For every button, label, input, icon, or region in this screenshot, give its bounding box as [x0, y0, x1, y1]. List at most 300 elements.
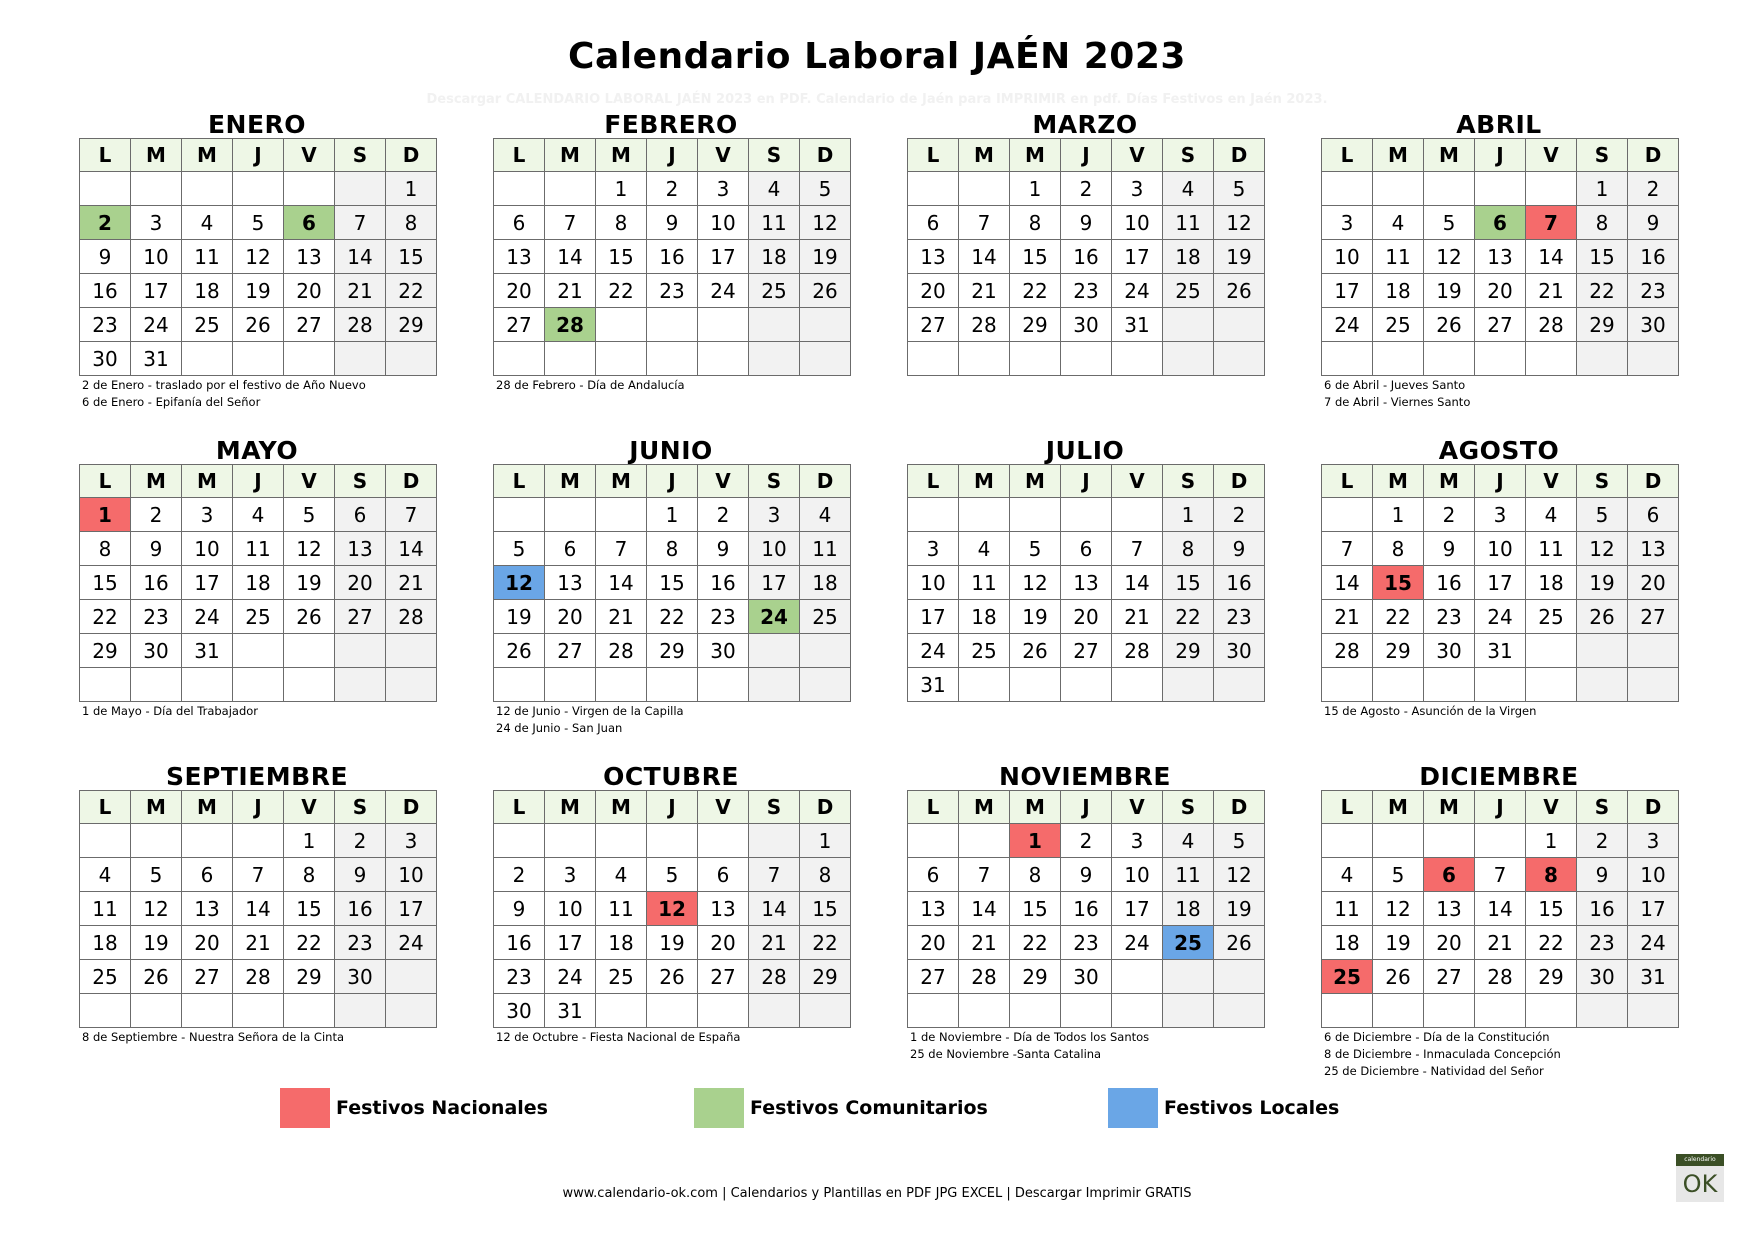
empty-day-cell: [596, 994, 647, 1028]
month-name: DICIEMBRE: [1419, 762, 1579, 791]
month-name: FEBRERO: [604, 110, 738, 139]
day-cell: 27: [1424, 960, 1475, 994]
day-cell: 14: [749, 892, 800, 926]
day-cell: 12: [131, 892, 182, 926]
day-cell: 13: [545, 566, 596, 600]
month-table: [1321, 138, 1679, 376]
empty-day-cell: [80, 668, 131, 702]
day-cell: 2: [494, 858, 545, 892]
day-cell: 18: [596, 926, 647, 960]
weekday-header: V: [1526, 465, 1577, 498]
week-row: [80, 498, 437, 532]
empty-day-cell: [596, 668, 647, 702]
weekday-header: J: [647, 791, 698, 824]
day-cell: 29: [80, 634, 131, 668]
day-cell: 10: [1628, 858, 1679, 892]
day-cell: 8: [1010, 858, 1061, 892]
week-row: [494, 668, 851, 702]
day-cell: 31: [1475, 634, 1526, 668]
day-cell: 19: [233, 274, 284, 308]
weekday-header-row: [494, 791, 851, 824]
month-table: [1321, 790, 1679, 1028]
empty-day-cell: [494, 668, 545, 702]
empty-day-cell: [1214, 342, 1265, 376]
month-name: JULIO: [1045, 436, 1125, 465]
month-table: [493, 138, 851, 376]
day-cell: 22: [596, 274, 647, 308]
holiday-note: 8 de Diciembre - Inmaculada Concepción: [1324, 1047, 1561, 1061]
empty-day-cell: [647, 994, 698, 1028]
day-cell: 7: [335, 206, 386, 240]
holiday-day-cell: 6: [284, 206, 335, 240]
weekday-header: V: [698, 465, 749, 498]
day-cell: 8: [1577, 206, 1628, 240]
week-row: [494, 566, 851, 600]
holiday-day-cell: 25: [1163, 926, 1214, 960]
week-row: [1322, 498, 1679, 532]
day-cell: 4: [1163, 824, 1214, 858]
empty-day-cell: [80, 824, 131, 858]
holiday-notes: [493, 1029, 849, 1046]
week-row: [80, 206, 437, 240]
weekday-header: V: [698, 791, 749, 824]
weekday-header: M: [1424, 139, 1475, 172]
empty-day-cell: [284, 342, 335, 376]
day-cell: 10: [1112, 858, 1163, 892]
day-cell: 11: [80, 892, 131, 926]
week-row: [908, 274, 1265, 308]
day-cell: 4: [1373, 206, 1424, 240]
day-cell: 14: [959, 240, 1010, 274]
day-cell: 3: [1628, 824, 1679, 858]
week-row: [494, 994, 851, 1028]
empty-day-cell: [494, 824, 545, 858]
day-cell: 6: [698, 858, 749, 892]
day-cell: 11: [233, 532, 284, 566]
day-cell: 5: [1010, 532, 1061, 566]
holiday-day-cell: 12: [494, 566, 545, 600]
empty-day-cell: [1577, 342, 1628, 376]
empty-day-cell: [959, 342, 1010, 376]
day-cell: 1: [1526, 824, 1577, 858]
day-cell: 18: [800, 566, 851, 600]
weekday-header-row: [908, 465, 1265, 498]
holiday-day-cell: 1: [80, 498, 131, 532]
empty-day-cell: [335, 634, 386, 668]
day-cell: 29: [647, 634, 698, 668]
holiday-notes: [493, 703, 849, 737]
empty-day-cell: [1373, 668, 1424, 702]
month-noviembre: [907, 760, 1263, 1063]
empty-day-cell: [494, 342, 545, 376]
day-cell: 2: [698, 498, 749, 532]
day-cell: 21: [386, 566, 437, 600]
logo[interactable]: [1676, 1154, 1724, 1202]
empty-day-cell: [80, 994, 131, 1028]
empty-day-cell: [233, 824, 284, 858]
day-cell: 15: [80, 566, 131, 600]
day-cell: 4: [959, 532, 1010, 566]
empty-day-cell: [335, 172, 386, 206]
day-cell: 13: [1628, 532, 1679, 566]
day-cell: 11: [1526, 532, 1577, 566]
day-cell: 4: [233, 498, 284, 532]
week-row: [80, 634, 437, 668]
day-cell: 20: [545, 600, 596, 634]
day-cell: 9: [1577, 858, 1628, 892]
day-cell: 28: [335, 308, 386, 342]
day-cell: 8: [1163, 532, 1214, 566]
empty-day-cell: [386, 668, 437, 702]
weekday-header-row: [1322, 465, 1679, 498]
month-table: [907, 790, 1265, 1028]
day-cell: 30: [698, 634, 749, 668]
empty-day-cell: [1475, 172, 1526, 206]
holiday-notes: [79, 703, 435, 720]
week-row: [908, 634, 1265, 668]
week-row: [908, 532, 1265, 566]
holiday-notes: [1321, 1029, 1677, 1080]
day-cell: 24: [1628, 926, 1679, 960]
weekday-header-row: [494, 139, 851, 172]
day-cell: 27: [284, 308, 335, 342]
day-cell: 10: [749, 532, 800, 566]
empty-day-cell: [284, 668, 335, 702]
empty-day-cell: [800, 308, 851, 342]
week-row: [1322, 858, 1679, 892]
holiday-note: 6 de Abril - Jueves Santo: [1324, 378, 1466, 392]
day-cell: 9: [1424, 532, 1475, 566]
weekday-header-row: [80, 791, 437, 824]
week-row: [1322, 824, 1679, 858]
week-row: [494, 926, 851, 960]
weekday-header: M: [545, 791, 596, 824]
day-cell: 14: [545, 240, 596, 274]
day-cell: 6: [1628, 498, 1679, 532]
week-row: [908, 858, 1265, 892]
day-cell: 23: [80, 308, 131, 342]
day-cell: 21: [1112, 600, 1163, 634]
day-cell: 19: [1424, 274, 1475, 308]
weekday-header: D: [1214, 791, 1265, 824]
day-cell: 17: [1475, 566, 1526, 600]
holiday-day-cell: 7: [1526, 206, 1577, 240]
empty-day-cell: [1010, 668, 1061, 702]
day-cell: 22: [284, 926, 335, 960]
weekday-header: V: [1112, 465, 1163, 498]
day-cell: 20: [182, 926, 233, 960]
day-cell: 5: [647, 858, 698, 892]
day-cell: 12: [1424, 240, 1475, 274]
weekday-header: M: [1373, 139, 1424, 172]
weekday-header: S: [749, 791, 800, 824]
day-cell: 5: [1424, 206, 1475, 240]
day-cell: 11: [182, 240, 233, 274]
day-cell: 17: [749, 566, 800, 600]
day-cell: 22: [1010, 926, 1061, 960]
empty-day-cell: [545, 824, 596, 858]
empty-day-cell: [698, 668, 749, 702]
month-name: SEPTIEMBRE: [165, 762, 349, 791]
weekday-header: V: [1526, 791, 1577, 824]
day-cell: 15: [800, 892, 851, 926]
day-cell: 21: [959, 926, 1010, 960]
day-cell: 27: [908, 308, 959, 342]
day-cell: 28: [1112, 634, 1163, 668]
weekday-header: M: [182, 139, 233, 172]
empty-day-cell: [1526, 994, 1577, 1028]
empty-day-cell: [1061, 498, 1112, 532]
day-cell: 24: [1112, 926, 1163, 960]
day-cell: 31: [908, 668, 959, 702]
day-cell: 2: [1628, 172, 1679, 206]
day-cell: 7: [545, 206, 596, 240]
day-cell: 16: [335, 892, 386, 926]
empty-day-cell: [1322, 342, 1373, 376]
week-row: [1322, 308, 1679, 342]
empty-day-cell: [1628, 342, 1679, 376]
empty-day-cell: [698, 308, 749, 342]
day-cell: 14: [1322, 566, 1373, 600]
weekday-header: L: [80, 139, 131, 172]
month-mayo: [79, 434, 435, 720]
empty-day-cell: [1010, 994, 1061, 1028]
weekday-header: J: [1061, 465, 1112, 498]
day-cell: 3: [749, 498, 800, 532]
day-cell: 12: [800, 206, 851, 240]
weekday-header: L: [1322, 791, 1373, 824]
empty-day-cell: [596, 824, 647, 858]
day-cell: 8: [284, 858, 335, 892]
day-cell: 12: [1373, 892, 1424, 926]
day-cell: 12: [233, 240, 284, 274]
empty-day-cell: [1163, 308, 1214, 342]
day-cell: 28: [386, 600, 437, 634]
day-cell: 22: [1577, 274, 1628, 308]
day-cell: 19: [1373, 926, 1424, 960]
day-cell: 23: [1214, 600, 1265, 634]
weekday-header: J: [233, 139, 284, 172]
empty-day-cell: [1061, 342, 1112, 376]
empty-day-cell: [335, 994, 386, 1028]
empty-day-cell: [131, 172, 182, 206]
day-cell: 26: [233, 308, 284, 342]
day-cell: 16: [131, 566, 182, 600]
day-cell: 9: [494, 892, 545, 926]
day-cell: 6: [494, 206, 545, 240]
week-row: [908, 172, 1265, 206]
week-row: [908, 892, 1265, 926]
day-cell: 5: [131, 858, 182, 892]
weekday-header: M: [131, 465, 182, 498]
empty-day-cell: [1526, 172, 1577, 206]
day-cell: 1: [800, 824, 851, 858]
day-cell: 2: [1214, 498, 1265, 532]
day-cell: 3: [1322, 206, 1373, 240]
weekday-header: J: [233, 791, 284, 824]
empty-day-cell: [182, 668, 233, 702]
day-cell: 3: [545, 858, 596, 892]
day-cell: 9: [131, 532, 182, 566]
legend-item-nacional: [280, 1088, 548, 1128]
week-row: [80, 240, 437, 274]
day-cell: 6: [908, 206, 959, 240]
week-row: [494, 240, 851, 274]
empty-day-cell: [800, 342, 851, 376]
day-cell: 10: [1475, 532, 1526, 566]
weekday-header: J: [647, 139, 698, 172]
weekday-header-row: [80, 465, 437, 498]
week-row: [908, 342, 1265, 376]
day-cell: 15: [386, 240, 437, 274]
empty-day-cell: [1010, 342, 1061, 376]
day-cell: 25: [800, 600, 851, 634]
day-cell: 30: [494, 994, 545, 1028]
day-cell: 7: [959, 858, 1010, 892]
day-cell: 31: [545, 994, 596, 1028]
day-cell: 13: [908, 892, 959, 926]
day-cell: 10: [386, 858, 437, 892]
day-cell: 13: [1061, 566, 1112, 600]
day-cell: 15: [1526, 892, 1577, 926]
holiday-notes: [79, 1029, 435, 1046]
day-cell: 9: [1628, 206, 1679, 240]
day-cell: 18: [1526, 566, 1577, 600]
empty-day-cell: [1112, 498, 1163, 532]
month-name: MAYO: [215, 436, 299, 465]
day-cell: 23: [335, 926, 386, 960]
holiday-note: 6 de Diciembre - Día de la Constitución: [1324, 1030, 1550, 1044]
legend-label-local: Festivos Locales: [1164, 1097, 1340, 1119]
empty-day-cell: [1214, 308, 1265, 342]
weekday-header: J: [233, 465, 284, 498]
empty-day-cell: [386, 994, 437, 1028]
footer-text[interactable]: www.calendario-ok.com | Calendarios y Plantillas en PDF JPG EXCEL | Descargar Imprimir GRATIS: [562, 1186, 1192, 1201]
day-cell: 4: [182, 206, 233, 240]
day-cell: 4: [1322, 858, 1373, 892]
empty-day-cell: [908, 172, 959, 206]
day-cell: 29: [1163, 634, 1214, 668]
empty-day-cell: [386, 634, 437, 668]
empty-day-cell: [1475, 824, 1526, 858]
day-cell: 22: [1163, 600, 1214, 634]
empty-day-cell: [545, 342, 596, 376]
day-cell: 3: [131, 206, 182, 240]
empty-day-cell: [1112, 668, 1163, 702]
weekday-header: L: [494, 791, 545, 824]
day-cell: 12: [1577, 532, 1628, 566]
empty-day-cell: [1112, 342, 1163, 376]
empty-day-cell: [1061, 668, 1112, 702]
day-cell: 29: [1373, 634, 1424, 668]
empty-day-cell: [284, 634, 335, 668]
day-cell: 19: [1577, 566, 1628, 600]
day-cell: 5: [233, 206, 284, 240]
weekday-header-row: [1322, 139, 1679, 172]
weekday-header: M: [1424, 465, 1475, 498]
day-cell: 24: [698, 274, 749, 308]
weekday-header: M: [959, 139, 1010, 172]
empty-day-cell: [233, 994, 284, 1028]
week-row: [908, 600, 1265, 634]
day-cell: 16: [647, 240, 698, 274]
weekday-header: L: [908, 791, 959, 824]
empty-day-cell: [1112, 960, 1163, 994]
day-cell: 15: [1010, 892, 1061, 926]
day-cell: 6: [182, 858, 233, 892]
day-cell: 4: [80, 858, 131, 892]
day-cell: 24: [182, 600, 233, 634]
weekday-header: D: [386, 791, 437, 824]
day-cell: 23: [1577, 926, 1628, 960]
empty-day-cell: [800, 994, 851, 1028]
weekday-header: L: [494, 139, 545, 172]
day-cell: 21: [959, 274, 1010, 308]
empty-day-cell: [647, 308, 698, 342]
day-cell: 26: [1010, 634, 1061, 668]
month-name: MARZO: [1032, 110, 1138, 139]
weekday-header: L: [908, 139, 959, 172]
month-table: [907, 464, 1265, 702]
day-cell: 9: [80, 240, 131, 274]
week-row: [908, 994, 1265, 1028]
day-cell: 29: [386, 308, 437, 342]
day-cell: 27: [1475, 308, 1526, 342]
day-cell: 11: [800, 532, 851, 566]
empty-day-cell: [749, 668, 800, 702]
day-cell: 27: [494, 308, 545, 342]
month-table: [493, 790, 851, 1028]
legend-label-comunitario: Festivos Comunitarios: [750, 1097, 988, 1119]
day-cell: 21: [335, 274, 386, 308]
day-cell: 11: [1163, 206, 1214, 240]
day-cell: 7: [959, 206, 1010, 240]
day-cell: 9: [647, 206, 698, 240]
empty-day-cell: [131, 824, 182, 858]
day-cell: 4: [1163, 172, 1214, 206]
weekday-header: J: [1061, 791, 1112, 824]
day-cell: 22: [1010, 274, 1061, 308]
day-cell: 13: [1424, 892, 1475, 926]
day-cell: 3: [908, 532, 959, 566]
empty-day-cell: [1322, 994, 1373, 1028]
empty-day-cell: [182, 172, 233, 206]
empty-day-cell: [284, 994, 335, 1028]
day-cell: 5: [284, 498, 335, 532]
day-cell: 10: [1112, 206, 1163, 240]
week-row: [1322, 342, 1679, 376]
weekday-header: D: [386, 465, 437, 498]
week-row: [80, 960, 437, 994]
day-cell: 15: [284, 892, 335, 926]
day-cell: 17: [1112, 892, 1163, 926]
weekday-header-row: [80, 139, 437, 172]
day-cell: 2: [131, 498, 182, 532]
day-cell: 20: [335, 566, 386, 600]
empty-day-cell: [131, 994, 182, 1028]
weekday-header: M: [959, 465, 1010, 498]
empty-day-cell: [1526, 634, 1577, 668]
empty-day-cell: [1112, 994, 1163, 1028]
empty-day-cell: [1424, 342, 1475, 376]
day-cell: 12: [1214, 206, 1265, 240]
day-cell: 22: [80, 600, 131, 634]
day-cell: 14: [1112, 566, 1163, 600]
empty-day-cell: [1577, 994, 1628, 1028]
day-cell: 28: [749, 960, 800, 994]
week-row: [1322, 274, 1679, 308]
weekday-header: D: [800, 465, 851, 498]
